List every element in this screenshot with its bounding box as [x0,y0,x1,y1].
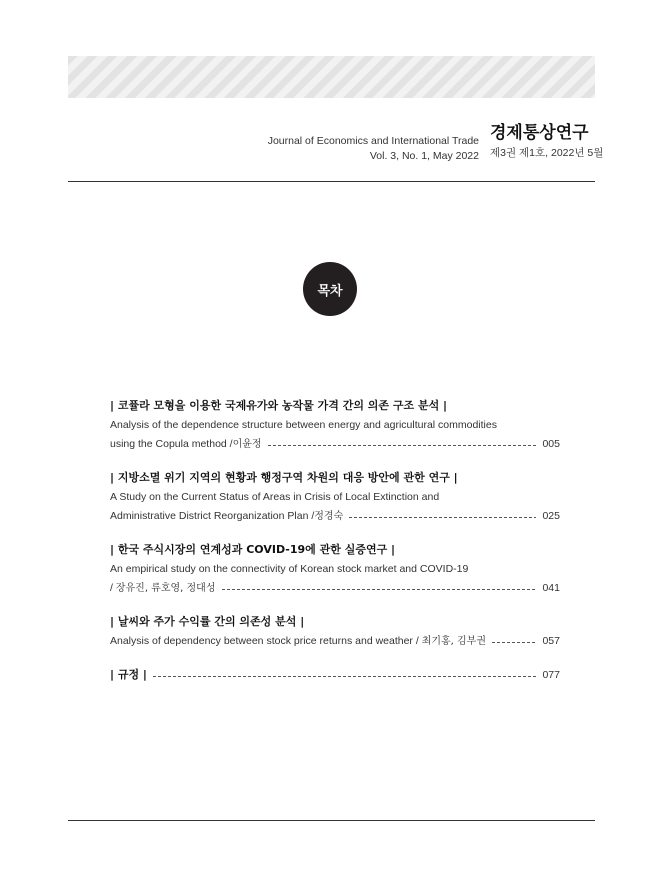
entry-author: 장유진, 류호영, 정대성 [115,583,216,594]
entry-leader-line [110,632,560,651]
entry-title-english-line2: / [110,582,116,594]
journal-header-english [268,134,479,164]
entry-title-korean: | 날씨와 주가 수익률 간의 의존성 분석 | [110,615,305,628]
dotted-leader [153,676,537,677]
entry-title-korean: | 규정 | [110,668,147,681]
journal-volume-korean: 제3권 제1호, 2022년 5월 [490,147,604,159]
table-of-contents [110,396,560,699]
entry-title-english-line1: An empirical study on the connectivity of Korean stock market and COVID-19 [110,563,469,575]
entry-author: 정경숙 [314,511,344,522]
toc-entry-4[interactable] [110,612,560,651]
entry-title-english-line1: Analysis of the dependence structure between energy and agricultural commodities [110,419,497,431]
entry-title-korean: | 코퓰라 모형을 이용한 국제유가와 농작물 가격 간의 의존 구조 분석 | [110,399,448,412]
entry-title-korean: | 지방소멸 위기 지역의 현황과 행정구역 차원의 대응 방안에 관한 연구 | [110,471,458,484]
journal-volume-english: Vol. 3, No. 1, May 2022 [369,150,479,162]
entry-page-number: 005 [542,438,560,450]
bottom-divider [68,820,595,821]
header-stripe-band [68,56,595,98]
entry-author: 최기홍, 김부권 [421,636,487,647]
entry-leader-line [110,507,560,526]
journal-title-korean: 경제통상연구 [490,123,589,143]
dotted-leader [268,445,537,446]
toc-entry-1[interactable] [110,396,560,454]
toc-entry-3[interactable] [110,540,560,598]
entry-leader-line [110,579,560,598]
toc-label: 목차 [317,283,343,299]
toc-entry-2[interactable] [110,468,560,526]
entry-page-number: 057 [542,635,560,647]
entry-author: 이윤정 [232,439,262,450]
top-divider [68,181,595,182]
entry-title-korean: | 한국 주식시장의 연계성과 COVID-19에 관한 실증연구 | [110,543,396,556]
journal-header-korean [490,122,603,160]
entry-page-number: 025 [542,510,560,522]
toc-entry-rules[interactable] [110,665,560,685]
dotted-leader [349,517,536,518]
entry-page-number: 077 [542,669,560,681]
toc-badge [303,262,357,316]
dotted-leader [222,589,537,590]
entry-title-english: Analysis of dependency between stock price returns and weather / [110,635,422,647]
entry-page-number: 041 [542,582,560,594]
entry-leader-line [110,665,560,685]
entry-title-english-line2: Administrative District Reorganization Plan / [110,510,315,522]
journal-title-english: Journal of Economics and International Trade [267,135,479,147]
entry-title-english-line2: using the Copula method / [110,438,233,450]
entry-title-english-line1: A Study on the Current Status of Areas in Crisis of Local Extinction and [110,491,440,503]
dotted-leader [492,642,536,643]
entry-leader-line [110,435,560,454]
